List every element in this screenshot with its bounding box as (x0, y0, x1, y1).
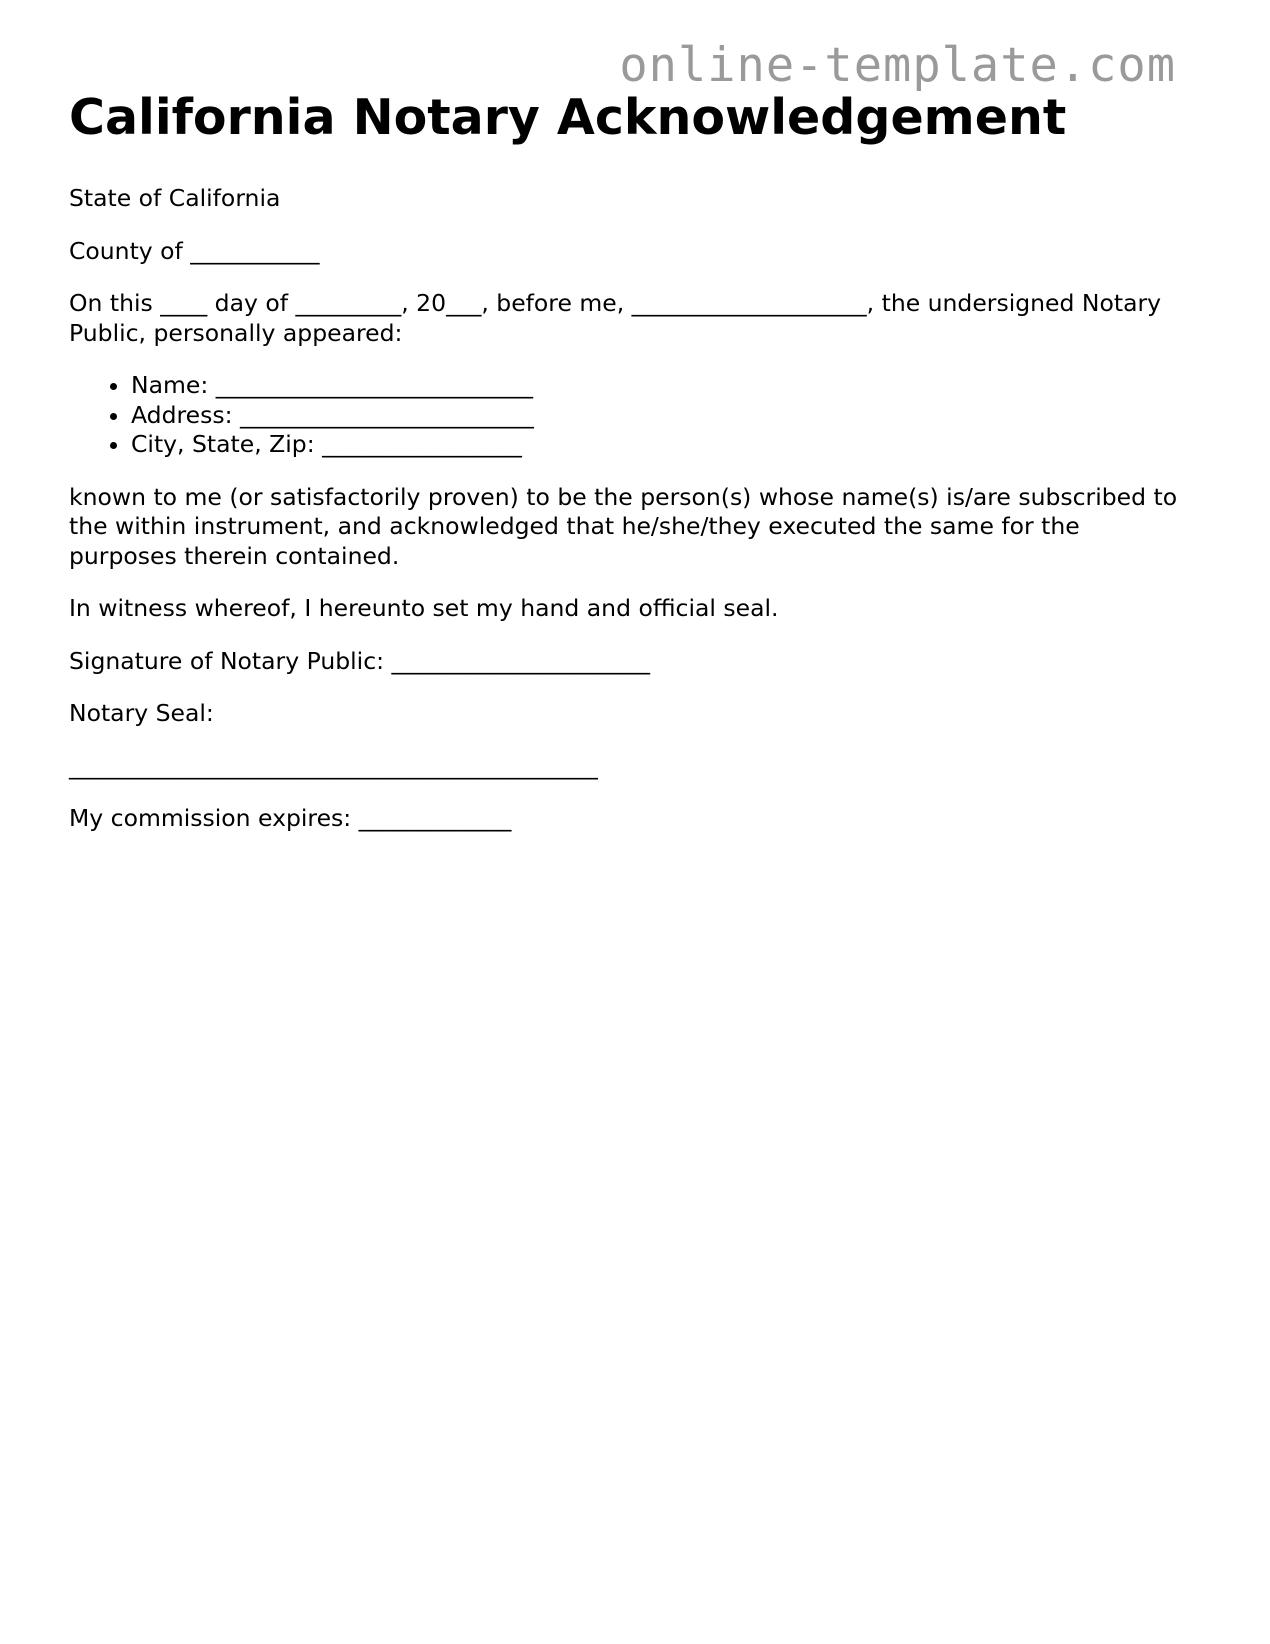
witness-line: In witness whereof, I hereunto set my hand and official seal. (69, 594, 779, 622)
watermark: online-template.com (619, 38, 1176, 93)
known-paragraph: known to me (or satisfactorily proven) to be the person(s) whose name(s) is/are subscribed to the within instrument, and acknowledged that he/she/they executed the same for the purposes therein contained. (69, 482, 1178, 570)
intro-paragraph: On this ____ day of _________, 20___, before me, ____________________, the undersigned Notary Public, personally appeared: (69, 289, 1162, 347)
document-page (69, 86, 1189, 834)
state-line: State of California (69, 184, 281, 212)
address-field: • Address: _________________________ (131, 401, 1189, 431)
county-line: County of ___________ (69, 236, 320, 265)
notary-seal-blank: _____________________________________________ (69, 751, 598, 780)
name-field: • Name: ___________________________ (131, 371, 1189, 401)
notary-seal-label: Notary Seal: (69, 699, 214, 727)
commission-expires-line: My commission expires: _____________ (69, 804, 512, 832)
city-state-zip-field: • City, State, Zip: _________________ (131, 430, 1189, 460)
document-title: California Notary Acknowledgement (69, 89, 1067, 146)
appearer-fields-list (69, 371, 1189, 460)
notary-signature-line: Signature of Notary Public: ______________________ (69, 646, 651, 675)
